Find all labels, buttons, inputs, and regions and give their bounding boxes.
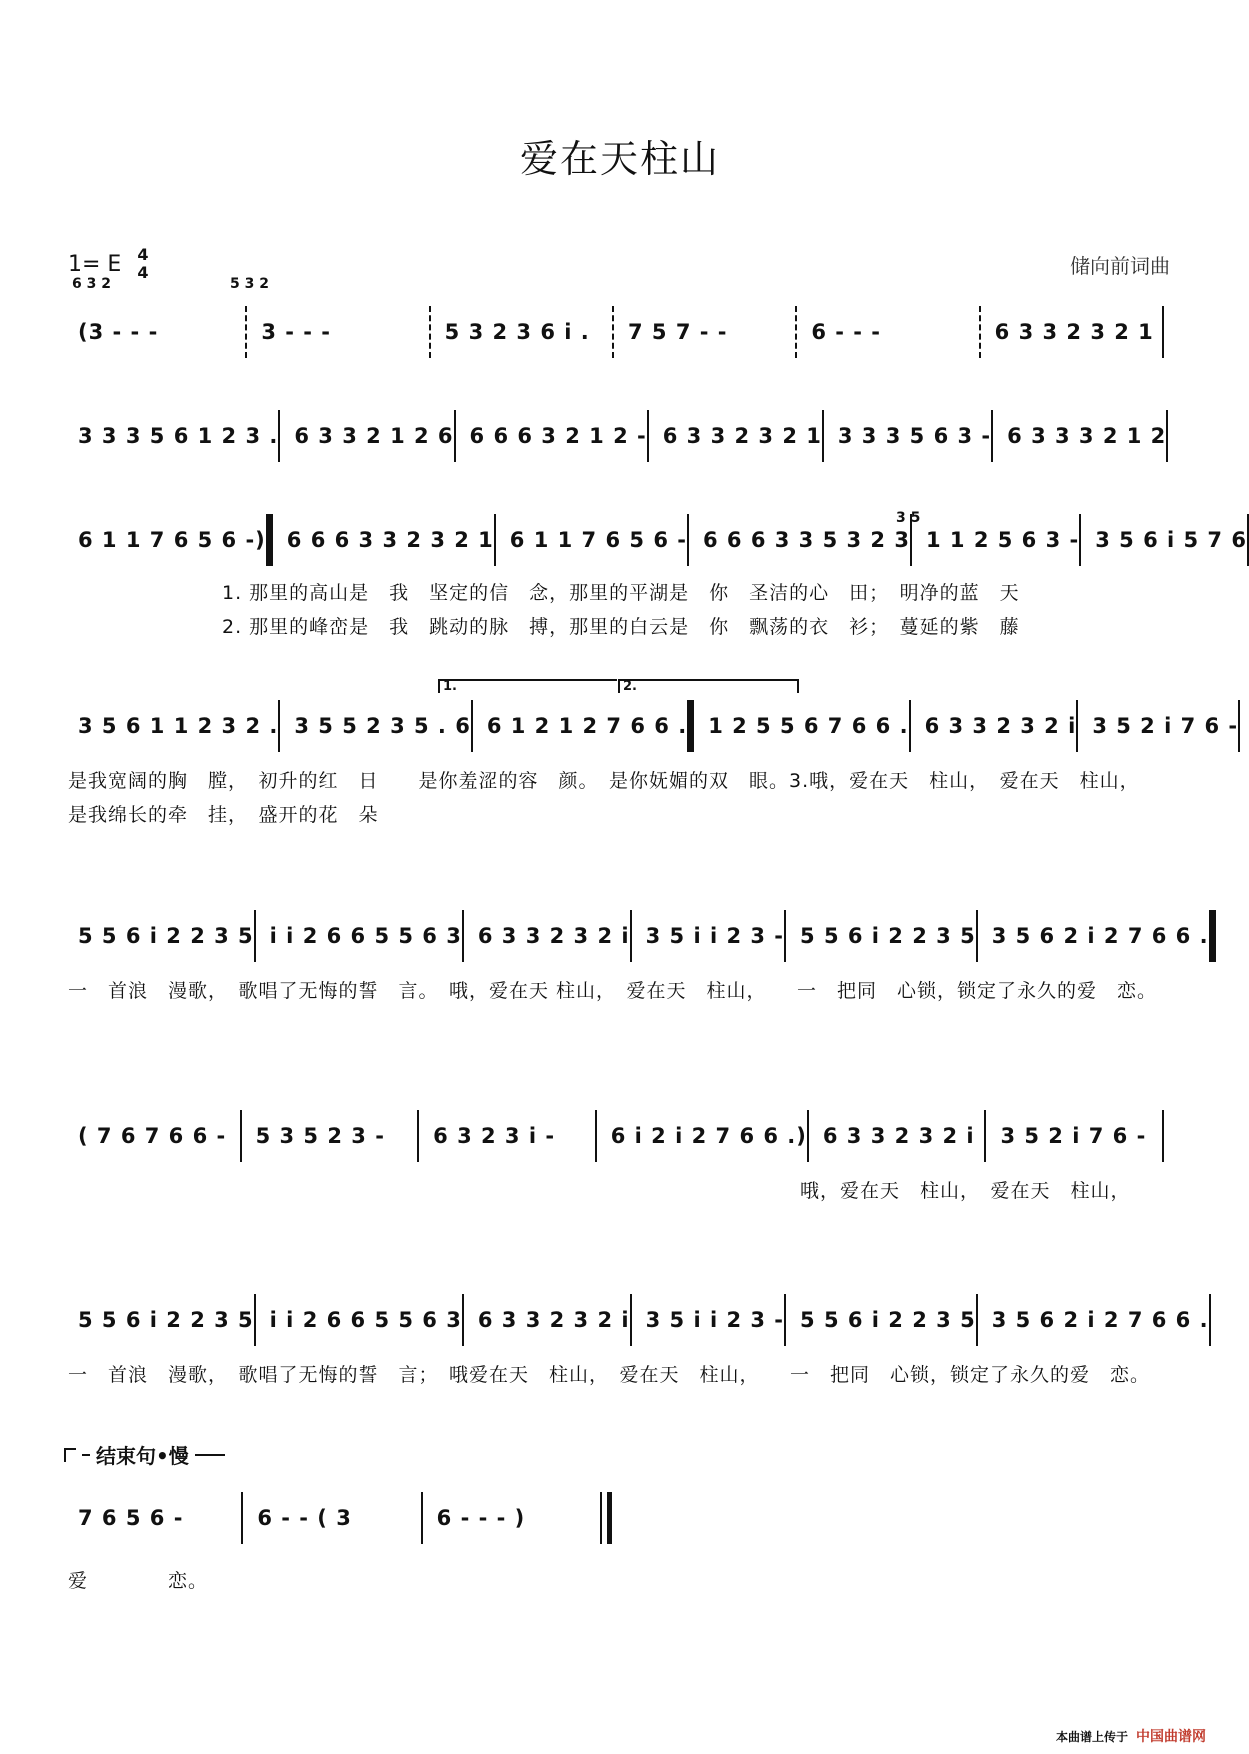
score-row-3	[64, 514, 1247, 566]
measure: 6 3 3 3 2 1 2	[1007, 424, 1167, 448]
lyric-line: 2. 那里的峰峦是 我 跳动的脉 搏，那里的白云是 你 飘荡的衣 衫； 蔓延的紫 藤	[222, 616, 1020, 638]
barline	[1162, 306, 1164, 358]
time-bottom: 4	[137, 263, 149, 282]
measure: 3 5 5 2 3 5 . 6	[294, 714, 471, 738]
measure: 3 5 2 i 7 6 -	[1092, 714, 1239, 738]
final-barline	[600, 1492, 612, 1544]
measure: 3 5 6 i 5 7 6	[1095, 528, 1247, 552]
measure: ( 7 6 7 6 6 -	[78, 1124, 227, 1148]
score-row-5	[64, 910, 1209, 962]
score-row-1	[64, 306, 1164, 358]
measure: 5 3 5 2 3 -	[255, 1124, 385, 1148]
repeat-end-barline	[1209, 910, 1216, 962]
measure: 6 3 3 2 3 2 i	[822, 1124, 975, 1148]
volta-2: 2.	[618, 679, 799, 693]
score-row-8	[64, 1492, 612, 1544]
measure: 7 5 7 - -	[627, 320, 728, 344]
lyric-line: 一 首浪 漫歌， 歌唱了无悔的誓 言。 哦，爱在天 柱山， 爱在天 柱山， 一 把同 心锁，锁定了永久的爱 恋。	[68, 980, 1158, 1002]
measure: 6 3 3 2 3 2 i	[477, 1308, 630, 1332]
measure: 3 5 i i 2 3 -	[645, 924, 785, 948]
grace-note-2: 5 3 2	[230, 276, 269, 292]
grace-note-3: 3 5	[896, 510, 921, 526]
measure: 7 6 5 6 -	[78, 1506, 184, 1530]
lyric-line: 1. 那里的高山是 我 坚定的信 念，那里的平湖是 你 圣洁的心 田； 明净的蓝 天	[222, 582, 1020, 604]
measure: 6 6 6 3 2 1 2 -	[469, 424, 647, 448]
measure: 3 5 2 i 7 6 -	[1000, 1124, 1147, 1148]
bracket-corner	[64, 1448, 76, 1462]
bracket-line	[195, 1454, 225, 1456]
footer-site-logo[interactable]: 中国曲谱网	[1136, 1729, 1206, 1745]
footer	[1056, 1726, 1206, 1746]
bracket-line	[82, 1454, 90, 1456]
time-signature	[137, 246, 148, 282]
measure: 5 5 6 i 2 2 3 5	[800, 1308, 976, 1332]
measure: 6 3 3 2 3 2 i	[924, 714, 1077, 738]
measure: 6 3 2 3 i -	[433, 1124, 556, 1148]
lyric-line: 爱 恋。	[68, 1570, 209, 1592]
measure: (3 - - -	[78, 320, 159, 344]
volta-1: 1.	[438, 679, 617, 693]
measure: 1 2 5 5 6 7 6 6 .	[708, 714, 909, 738]
measure: 6 - - -	[811, 320, 882, 344]
lyric-line: 哦，爱在天 柱山， 爱在天 柱山，	[800, 1180, 1131, 1202]
measure: 3 5 6 2 i 2 7 6 6 .	[991, 924, 1209, 948]
score-row-7	[64, 1294, 1209, 1346]
lyric-line: 是我宽阔的胸 膛， 初升的红 日 是你羞涩的容 颜。 是你妩媚的双 眼。3.哦，爱在天 柱山， 爱在天 柱山，	[68, 770, 1140, 792]
measure: i i 2 6 6 5 5 6 3	[269, 924, 462, 948]
measure: 6 3 3 2 3 2 1	[662, 424, 822, 448]
measure: 3 3 3 5 6 3 -	[837, 424, 992, 448]
lyric-line: 是我绵长的牵 挂， 盛开的花 朵	[68, 804, 379, 826]
score-row-2	[64, 410, 1167, 462]
measure: 3 3 3 5 6 1 2 3 .	[78, 424, 279, 448]
barline	[1209, 1294, 1211, 1346]
barline	[1238, 700, 1240, 752]
footer-text: 本曲谱上传于	[1055, 1729, 1128, 1744]
repeat-end-barline	[687, 700, 694, 752]
measure: 6 - - - )	[436, 1506, 526, 1530]
measure: 6 6 6 3 3 2 3 2 1	[286, 528, 494, 552]
measure: 3 5 6 1 1 2 3 2 .	[78, 714, 279, 738]
score-row-4	[64, 700, 1239, 752]
measure: 6 3 3 2 3 2 i	[477, 924, 630, 948]
measure: 6 i 2 i 2 7 6 6 .)	[610, 1124, 807, 1148]
barline	[1166, 410, 1168, 462]
measure: 6 3 3 2 1 2 6	[294, 424, 454, 448]
composer-credit: 储向前词曲	[1070, 254, 1170, 278]
measure: 5 5 6 i 2 2 3 5	[78, 924, 254, 948]
ending-label	[64, 1440, 225, 1469]
time-top: 4	[137, 245, 149, 264]
score-title: 爱在天柱山	[519, 137, 720, 181]
grace-note-1: 6 3 2	[72, 276, 111, 292]
measure: 3 5 6 2 i 2 7 6 6 .	[991, 1308, 1209, 1332]
measure: 6 - - ( 3	[257, 1506, 352, 1530]
barline	[1162, 1110, 1164, 1162]
measure: 5 3 2 3 6 i .	[444, 320, 590, 344]
lyric-line: 一 首浪 漫歌， 歌唱了无悔的誓 言； 哦爱在天 柱山， 爱在天 柱山， 一 把同 心锁，锁定了永久的爱 恋。	[68, 1364, 1151, 1386]
measure: 6 6 6 3 3 5 3 2 3	[702, 528, 910, 552]
repeat-start-barline	[266, 514, 273, 566]
measure: 6 3 3 2 3 2 1	[994, 320, 1154, 344]
measure: i i 2 6 6 5 5 6 3	[269, 1308, 462, 1332]
measure: 1 1 2 5 6 3 -	[925, 528, 1080, 552]
measure: 6 1 2 1 2 7 6 6 .	[486, 714, 688, 738]
measure: 5 5 6 i 2 2 3 5	[78, 1308, 254, 1332]
measure: 6 1 1 7 6 5 6 -	[509, 528, 687, 552]
measure: 3 - - -	[261, 320, 332, 344]
score-row-6	[64, 1110, 1164, 1162]
ending-label-text: 结束句•慢	[96, 1444, 189, 1468]
measure: 5 5 6 i 2 2 3 5	[800, 924, 976, 948]
measure: 3 5 i i 2 3 -	[645, 1308, 785, 1332]
measure: 6 1 1 7 6 5 6 -)	[78, 528, 266, 552]
key-label: 1= E	[68, 251, 122, 277]
